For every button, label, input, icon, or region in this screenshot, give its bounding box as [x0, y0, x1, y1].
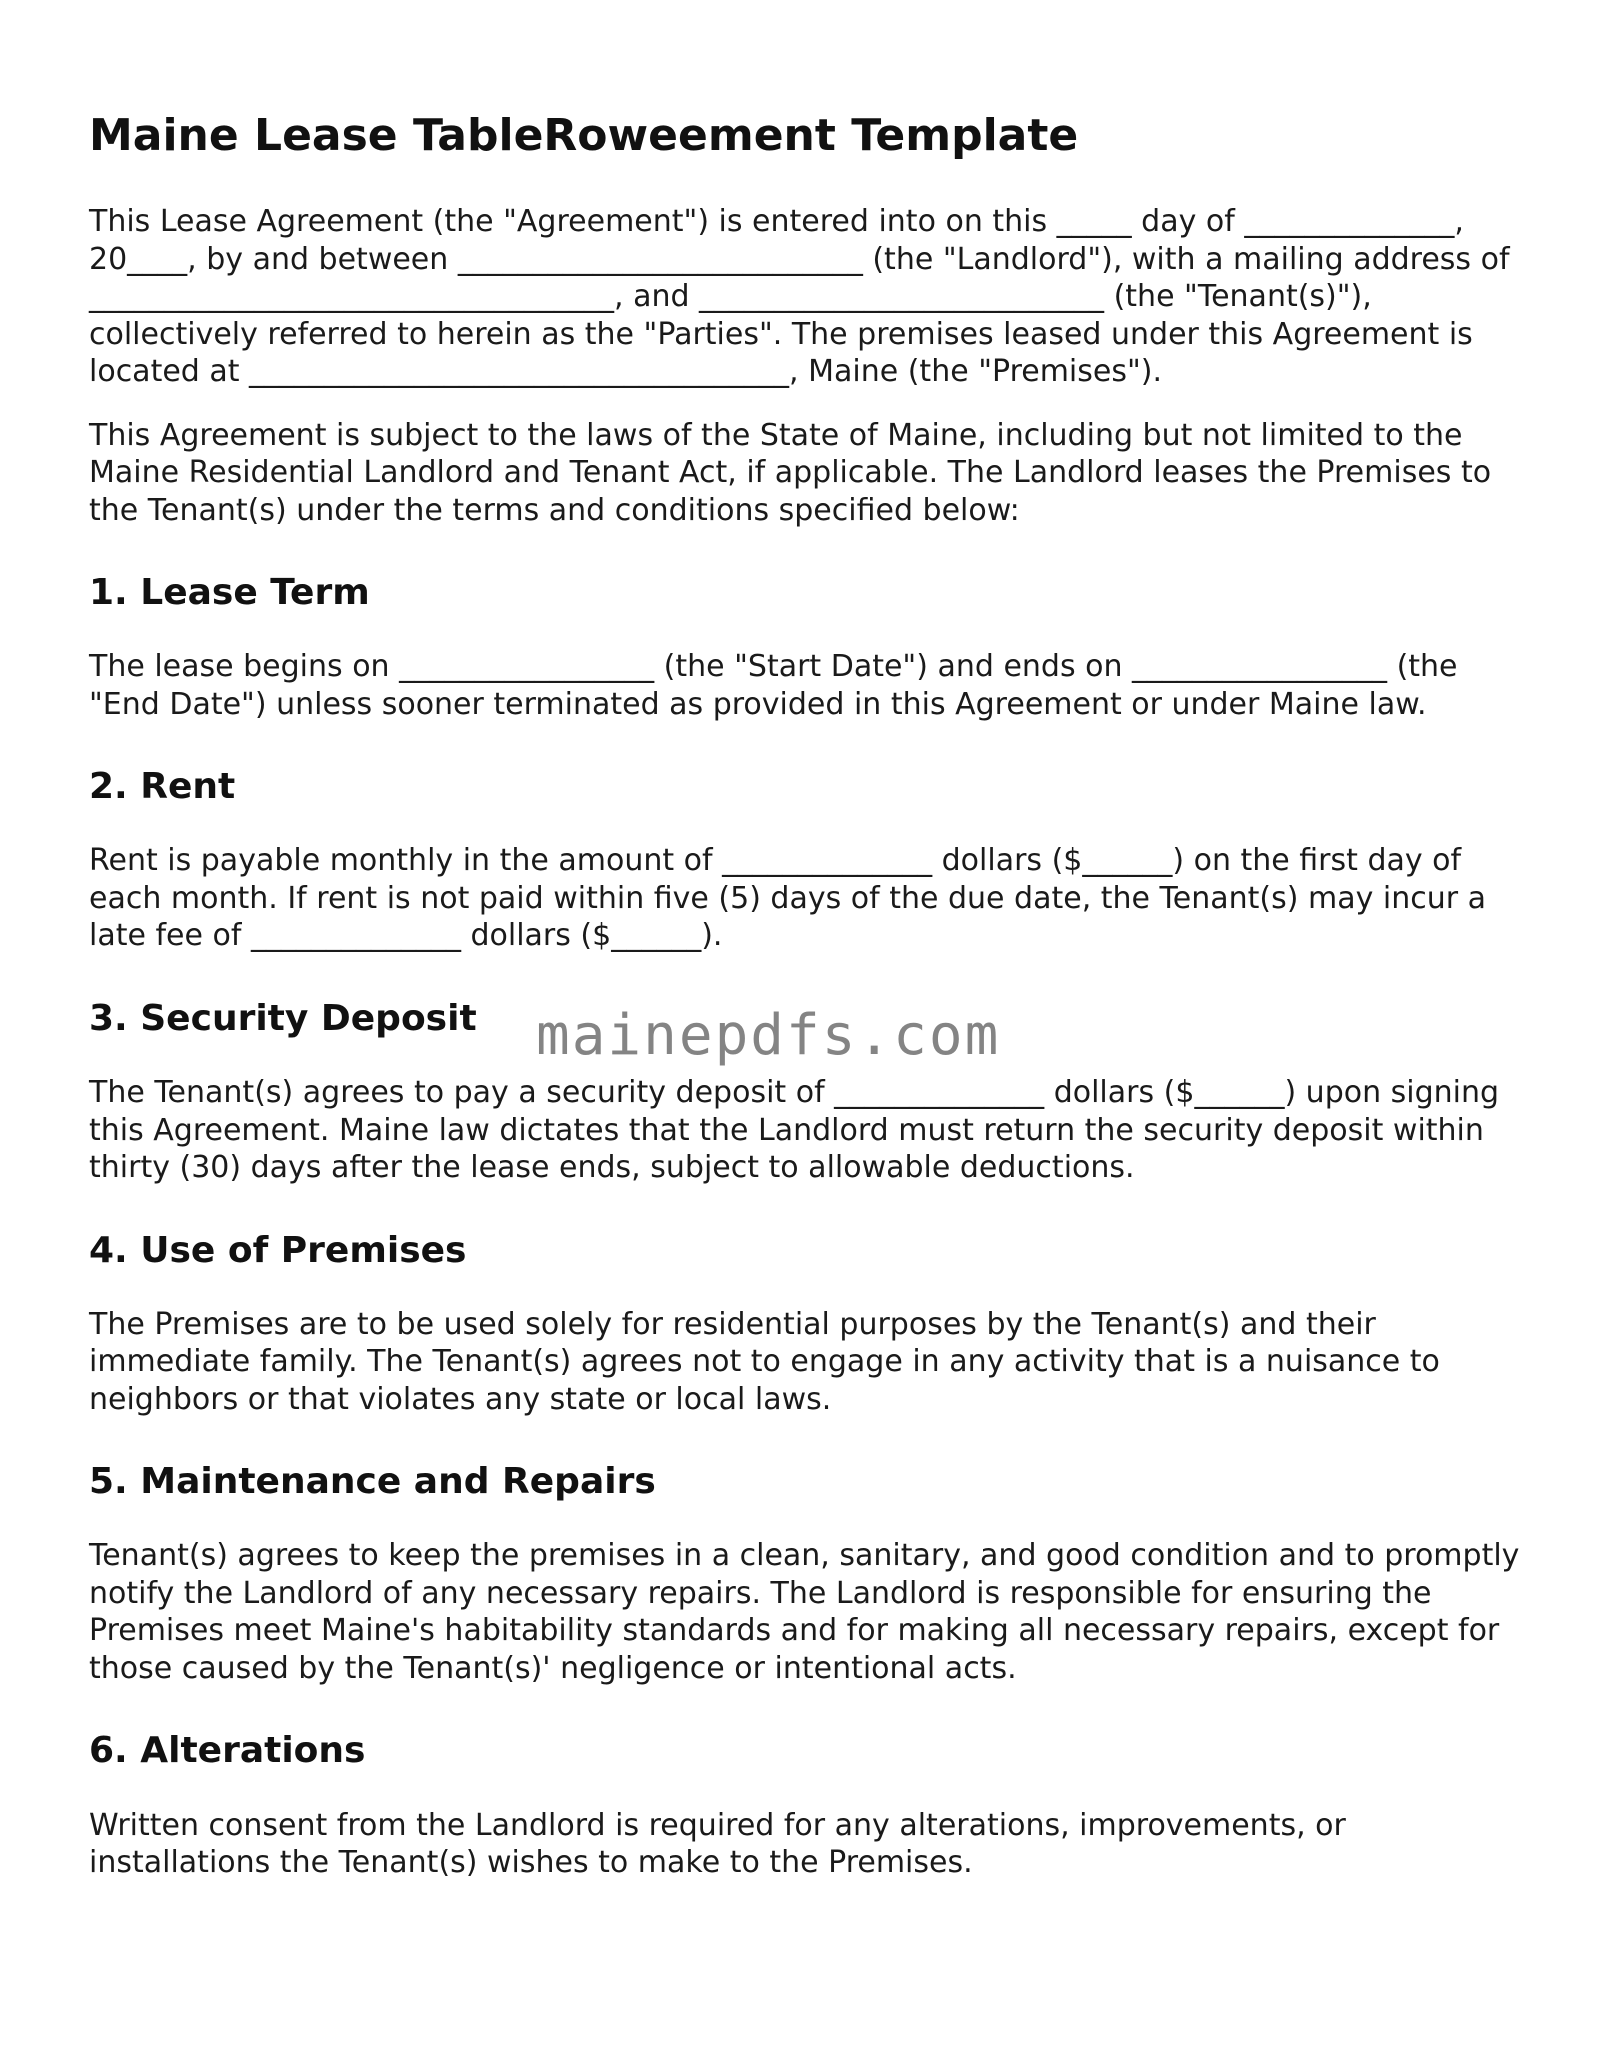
- section-heading-lease-term: 1. Lease Term: [89, 572, 370, 613]
- section-heading-security-deposit: 3. Security Deposit: [89, 997, 477, 1039]
- section-heading-rent: 2. Rent: [89, 766, 236, 808]
- section-heading-maintenance: 5. Maintenance and Repairs: [89, 1461, 656, 1503]
- section-body-lease-term: The lease begins on _________________ (the "Start Date") and ends on _________________ (the "End Date") unless sooner terminated as provided in this Agreement or under Maine law.: [89, 649, 1458, 722]
- intro-paragraph: This Lease Agreement (the "Agreement") is entered into on this _____ day of ______________, 20____, by and between ___________________________ (the "Landlord"), with a mailing address of ___________________________________, and ___________________________ (the "Tenant(s)"), collectively referred to herein as the "Parties". The premises leased under this Agreement is located at ____________________________________, Maine (the "Premises").: [89, 204, 1510, 389]
- section-heading-use-of-premises: 4. Use of Premises: [89, 1229, 467, 1271]
- section-body-alterations: Written consent from the Landlord is required for any alterations, improvements, or installations the Tenant(s) wishes to make to the Premises.: [89, 1807, 1346, 1881]
- section-body-use-of-premises: The Premises are to be used solely for residential purposes by the Tenant(s) and their immediate family. The Tenant(s) agrees not to engage in any activity that is a nuisance to neighbors or that violates any state or local laws.: [89, 1306, 1440, 1417]
- section-heading-alterations: 6. Alterations: [89, 1730, 366, 1772]
- governing-law-paragraph: This Agreement is subject to the laws of the State of Maine, including but not limited to the Maine Residential Landlord and Tenant Act, if applicable. The Landlord leases the Premises to the Tenant(s) under the terms and conditions specified below:: [89, 417, 1492, 528]
- section-body-security-deposit: The Tenant(s) agrees to pay a security deposit of ______________ dollars ($______) upon signing this Agreement. Maine law dictates that the Landlord must return the security deposit within thirty (30) days after the lease ends, subject to allowable deductions.: [89, 1075, 1500, 1186]
- watermark: mainepdfs.com: [536, 1003, 1001, 1068]
- document-title: Maine Lease TableRoweement Template: [89, 110, 1079, 161]
- section-body-maintenance: Tenant(s) agrees to keep the premises in a clean, sanitary, and good condition and to promptly notify the Landlord of any necessary repairs. The Landlord is responsible for ensuring the Premises meet Maine's habitability standards and for making all necessary repairs, except for those caused by the Tenant(s)' negligence or intentional acts.: [89, 1538, 1520, 1686]
- section-body-rent: Rent is payable monthly in the amount of ______________ dollars ($______) on the first day of each month. If rent is not paid within five (5) days of the due date, the Tenant(s) may incur a late fee of ______________ dollars ($______).: [89, 843, 1486, 954]
